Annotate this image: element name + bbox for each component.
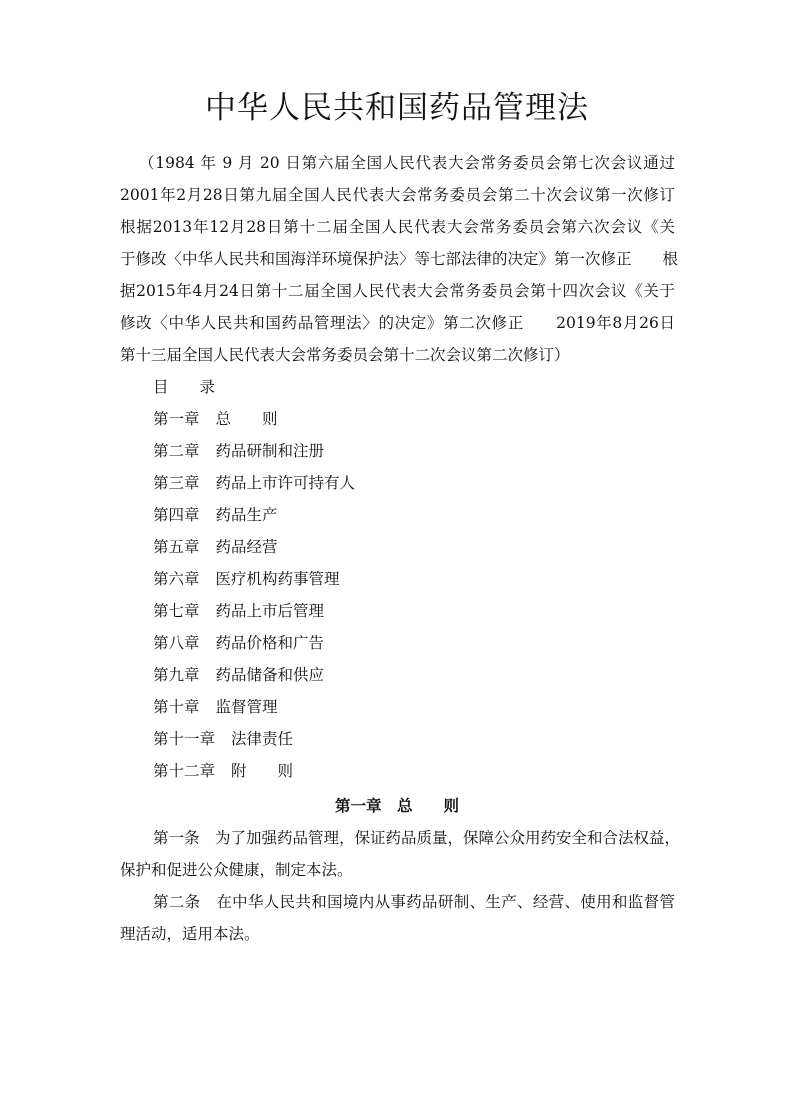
toc-chapter-title: 药品上市后管理 — [215, 602, 325, 620]
toc-chapter-title: 附 则 — [231, 762, 294, 780]
toc-chapter-title: 药品研制和注册 — [215, 442, 325, 460]
document-title: 中华人民共和国药品管理法 — [205, 90, 589, 126]
toc-chapter-title: 监督管理 — [215, 698, 278, 716]
preamble-line: 于修改〈中华人民共和国海洋环境保护法〉等七部法律的决定》第一次修正 根 — [120, 250, 679, 268]
preamble-line: 2001年2月28日第九届全国人民代表大会常务委员会第二十次会议第一次修订 — [120, 186, 675, 204]
preamble-line: 根据2013年12月28日第十二届全国人民代表大会常务委员会第六次会议《关 — [120, 218, 675, 236]
preamble-line: （1984 年 9 月 20 日第六届全国人民代表大会常务委员会第七次会议通过 — [139, 154, 675, 172]
toc-chapter-title: 药品储备和供应 — [215, 666, 325, 684]
article-line: 保护和促进公众健康，制定本法。 — [120, 861, 353, 879]
preamble-line: 修改〈中华人民共和国药品管理法〉的决定》第二次修正 2019年8月26日 — [120, 314, 675, 332]
toc-chapter-number: 第九章 — [153, 666, 200, 684]
article-line: 理活动，适用本法。 — [120, 925, 260, 943]
toc-chapter-number: 第七章 — [153, 602, 200, 620]
toc-chapter-number: 第六章 — [153, 570, 200, 588]
toc-item — [153, 505, 278, 525]
toc-item — [153, 473, 355, 493]
toc-item — [153, 409, 278, 429]
toc-item — [153, 633, 324, 653]
article-text: 为了加强药品管理，保证药品质量，保障公众用药安全和合法权益， — [215, 829, 681, 847]
toc-chapter-number: 第四章 — [153, 506, 200, 524]
toc-chapter-title: 药品上市许可持有人 — [215, 474, 356, 492]
preamble-line: 据2015年4月24日第十二届全国人民代表大会常务委员会第十四次会议《关于 — [120, 282, 675, 300]
toc-chapter-number: 第八章 — [153, 634, 200, 652]
toc-item — [153, 601, 324, 621]
article-label: 第一条 — [153, 829, 200, 847]
toc-chapter-number: 第二章 — [153, 442, 200, 460]
toc-heading: 目 录 — [153, 378, 216, 396]
toc-chapter-number: 第十一章 — [153, 730, 216, 748]
toc-chapter-number: 第十章 — [153, 698, 200, 716]
toc-chapter-number: 第十二章 — [153, 762, 216, 780]
toc-chapter-number: 第三章 — [153, 474, 200, 492]
article-line — [153, 828, 681, 848]
toc-chapter-title: 药品生产 — [215, 506, 278, 524]
toc-chapter-number: 第一章 — [153, 410, 200, 428]
preamble-line: 第十三届全国人民代表大会常务委员会第十二次会议第二次修订） — [120, 346, 570, 364]
toc-chapter-number: 第五章 — [153, 538, 200, 556]
toc-item — [153, 697, 278, 717]
toc-chapter-title: 医疗机构药事管理 — [215, 570, 340, 588]
toc-item — [153, 761, 293, 781]
toc-item — [153, 441, 324, 461]
chapter-heading: 第一章 总 则 — [334, 797, 459, 815]
toc-item — [153, 665, 324, 685]
toc-item — [153, 569, 340, 589]
toc-chapter-title: 药品经营 — [215, 538, 278, 556]
toc-item — [153, 729, 293, 749]
toc-chapter-title: 药品价格和广告 — [215, 634, 325, 652]
article-line — [153, 892, 675, 912]
toc-item — [153, 537, 278, 557]
article-label: 第二条 — [153, 893, 201, 911]
article-text: 在中华人民共和国境内从事药品研制、生产、经营、使用和监督管 — [216, 893, 675, 911]
toc-chapter-title: 法律责任 — [231, 730, 294, 748]
toc-chapter-title: 总 则 — [215, 410, 278, 428]
